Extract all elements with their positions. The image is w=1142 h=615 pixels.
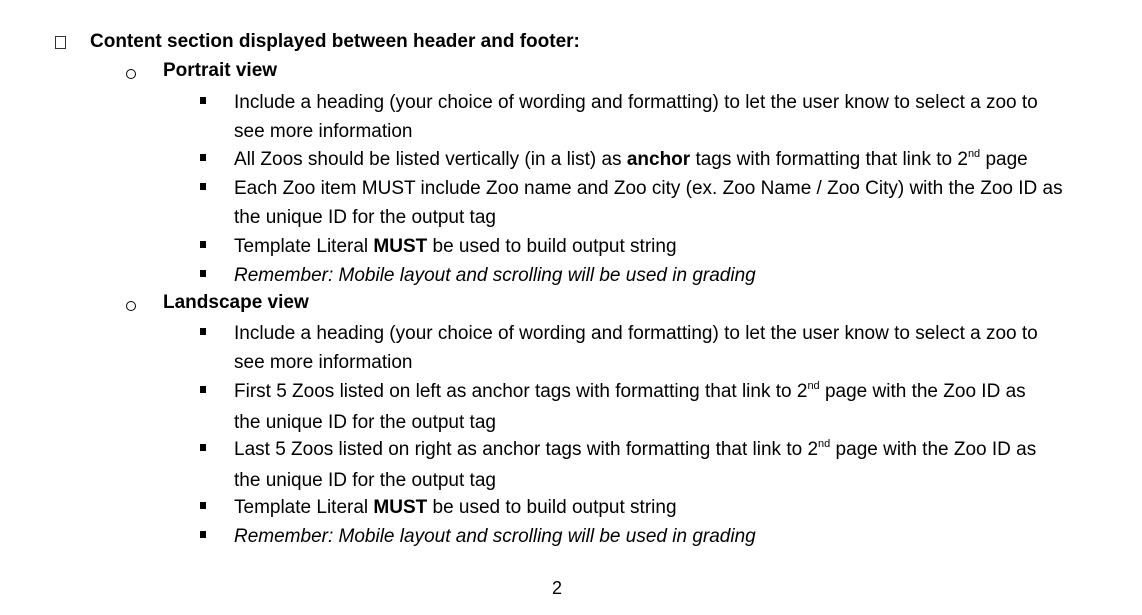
square-bullet-icon xyxy=(200,444,206,451)
square-bullet-icon xyxy=(200,97,206,104)
square-bullet-icon xyxy=(200,270,206,277)
item-text-bold: MUST xyxy=(373,236,428,257)
square-bullet-icon xyxy=(200,531,206,538)
square-bullet-icon xyxy=(200,386,206,393)
item-text-line: the unique ID for the output tag xyxy=(234,469,496,491)
item-text-line: Include a heading (your choice of wording and formatting) to let the user know to select a zoo to xyxy=(234,92,1038,113)
item-text: page with the Zoo ID as xyxy=(819,381,1026,402)
superscript: nd xyxy=(807,380,820,392)
square-bullet-icon xyxy=(200,154,206,161)
item-text: be used to build output string xyxy=(427,236,677,257)
item-text: Last 5 Zoos listed on right as anchor tags with formatting that link to 2 xyxy=(234,439,819,460)
square-bullet-icon xyxy=(200,241,206,248)
section-heading: Content section displayed between header and footer: xyxy=(90,31,580,52)
empty-checkbox-icon xyxy=(55,36,66,49)
hollow-circle-bullet-icon xyxy=(126,301,136,311)
list-item-landscape xyxy=(0,292,1142,320)
superscript: nd xyxy=(967,148,981,160)
item-text: Template Literal xyxy=(234,236,374,257)
portrait-view-label: Portrait view xyxy=(163,60,278,81)
item-text-line: Each Zoo item MUST include Zoo name and Zoo city (ex. Zoo Name / Zoo City) with the Zoo ID as xyxy=(234,178,1063,199)
item-text-line: the unique ID for the output tag xyxy=(234,411,496,433)
landscape-view-label: Landscape view xyxy=(163,292,309,313)
item-text-italic: Remember: Mobile layout and scrolling will be used in grading xyxy=(234,526,756,547)
item-text: All Zoos should be listed vertically (in a list) as xyxy=(234,149,627,170)
item-text-bold: anchor xyxy=(626,149,691,170)
square-bullet-icon xyxy=(200,328,206,335)
list-item-portrait xyxy=(0,60,1142,88)
page-number: 2 xyxy=(552,578,563,598)
item-text-line: see more information xyxy=(234,120,413,142)
item-text-italic: Remember: Mobile layout and scrolling will be used in grading xyxy=(234,265,756,286)
item-text-line: the unique ID for the output tag xyxy=(234,206,496,228)
item-text: page with the Zoo ID as xyxy=(830,439,1037,460)
square-bullet-icon xyxy=(200,502,206,509)
item-text-line: Include a heading (your choice of wording and formatting) to let the user know to select a zoo to xyxy=(234,323,1038,344)
square-bullet-icon xyxy=(200,183,206,190)
item-text: be used to build output string xyxy=(427,497,677,518)
hollow-circle-bullet-icon xyxy=(126,69,136,79)
item-text: First 5 Zoos listed on left as anchor tags with formatting that link to 2 xyxy=(234,381,808,402)
item-text-line: see more information xyxy=(234,351,413,373)
item-text: page xyxy=(980,149,1028,170)
superscript: nd xyxy=(818,438,831,450)
item-text: tags with formatting that link to 2 xyxy=(690,149,968,170)
item-text-bold: MUST xyxy=(373,497,428,518)
item-text: Template Literal xyxy=(234,497,374,518)
